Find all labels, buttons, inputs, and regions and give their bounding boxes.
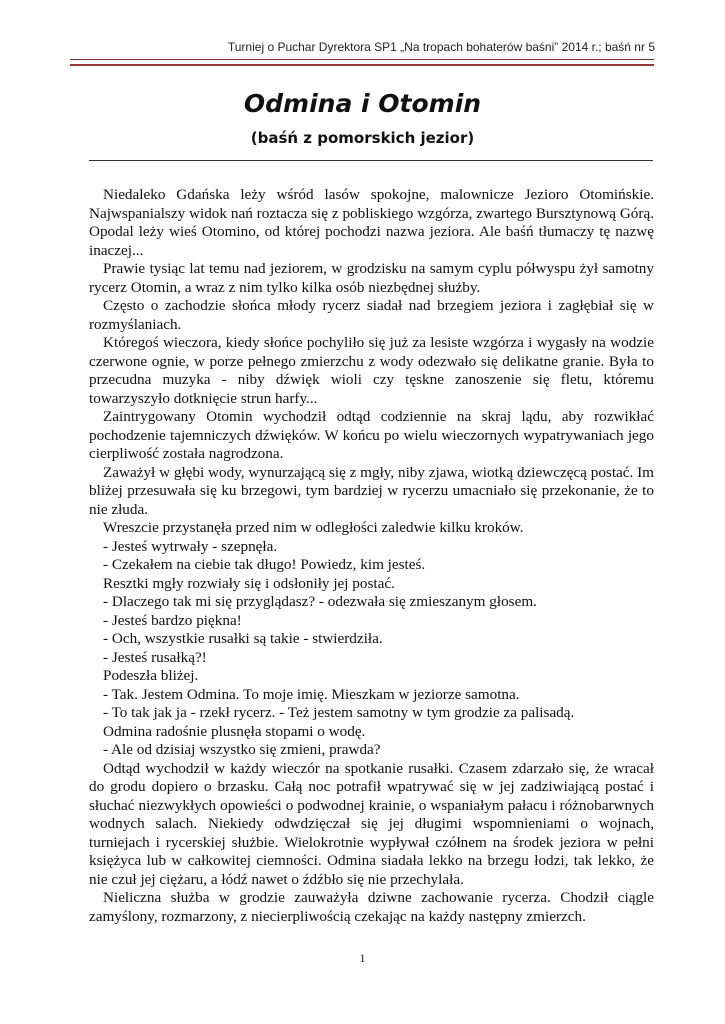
page-number: 1 — [359, 951, 366, 965]
paragraph: Odmina radośnie plusnęła stopami o wodę. — [103, 722, 366, 740]
dialogue-line: - Tak. Jestem Odmina. To moje imię. Mieszkam w jeziorze samotna. — [103, 685, 520, 703]
paragraph: Prawie tysiąc lat temu nad jeziorem, w grodzisku na samym cyplu półwyspu żył samotny rycerz Otomin, a wraz z nim tylko kilka osób niezbędnej służby. — [89, 260, 654, 296]
dialogue-line: - Czekałem na ciebie tak długo! Powiedz, kim jesteś. — [103, 556, 426, 573]
paragraph: Podeszła bliżej. — [103, 667, 199, 684]
dialogue-line: - Dlaczego tak mi się przyglądasz? - odezwała się zmieszanym głosem. — [103, 593, 537, 610]
dialogue-line: - Jesteś rusałką?! — [103, 648, 207, 666]
paragraph: Nieliczna służba w grodzie zauważyła dziwne zachowanie rycerza. Chodził ciągle zamyślony, rozmarzony, z niecierpliwością czekając na każdy następny zmierzch. — [89, 889, 654, 925]
paragraph: Zaważył w głębi wody, wynurzającą się z mgły, niby zjawa, wiotką dziewczęcą postać. Im bliżej przesuwała się ku brzegowi, tym bardziej w rycerzu umacniało się przekonanie, że to nie złuda. — [89, 463, 654, 518]
running-header: Turniej o Puchar Dyrektora SP1 „Na tropach bohaterów baśni” 2014 r.; baśń nr 5 — [227, 40, 655, 54]
paragraph: Niedaleko Gdańska leży wśród lasów spokojne, malownicze Jezioro Otomińskie. Najwspanialszy widok nań roztacza się z pobliskiego wzgórza, zwartego Bursztynową Górą. Opodal leży wieś Otomino, od której pochodzi nazwa jeziora. Ale baśń tłumaczy tę nazwę inaczej... — [89, 186, 654, 259]
paragraph: Któregoś wieczora, kiedy słońce pochyliło się już za lesiste wzgórza i wygasły na wodzie czerwone ognie, w porze pełnego zmierzchu z wody odezwało się delikatne granie. Była to przecudna muzyka - niby dźwięk wioli czy tęskne zanoszenie się fletu, któremu towarzyszyło dotknięcie strun harfy... — [89, 334, 654, 407]
paragraph: Odtąd wychodził w każdy wieczór na spotkanie rusałki. Czasem zdarzało się, że wracał do grodu dopiero o brzasku. Całą noc potrafił wpatrywać się w jej zadziwiającą postać i słuchać niezwykłych opowieści o podwodnej krainie, o wspaniałym pałacu i różnobarwnych wodnych salach. Niekiedy odwdzięczał się jej długimi wspomnieniami o wojnach, turniejach i rycerskiej służbie. Wielokrotnie wypływał czółnem na środek jeziora w pełni księżyca lub w całkowitej ciemności. Odmina siadała lekko na brzegu łodzi, tak lekko, że nie czuł jej ciężaru, a łódź nawet o źdźbło się nie przechylała. — [89, 759, 654, 888]
paragraph: Resztki mgły rozwiały się i odsłoniły jej postać. — [103, 574, 395, 592]
story-subtitle: (baśń z pomorskich jezior) — [250, 129, 475, 147]
header-rule — [70, 59, 654, 66]
title-rule — [89, 160, 653, 161]
paragraph: Wreszcie przystanęła przed nim w odległości zaledwie kilku kroków. — [103, 519, 524, 536]
dialogue-line: - Jesteś bardzo piękna! — [103, 611, 242, 629]
dialogue-line: - To tak jak ja - rzekł rycerz. - Też jestem samotny w tym grodzie za palisadą. — [103, 704, 575, 721]
paragraph: Zaintrygowany Otomin wychodził odtąd codziennie na skraj lądu, aby rozwikłać pochodzenie tajemniczych dźwięków. W końcu po wielu wieczornych wypatrywaniach jego cierpliwość została nagrodzona. — [89, 408, 654, 462]
story-body — [89, 186, 654, 926]
dialogue-line: - Jesteś wytrwały - szepnęła. — [103, 537, 278, 555]
story-title: Odmina i Otomin — [243, 89, 482, 118]
dialogue-line: - Ale od dzisiaj wszystko się zmieni, prawda? — [103, 741, 381, 758]
dialogue-line: - Och, wszystkie rusałki są takie - stwierdziła. — [103, 630, 383, 647]
paragraph: Często o zachodzie słońca młody rycerz siadał nad brzegiem jeziora i zagłębiał się w rozmyślaniach. — [89, 297, 654, 333]
